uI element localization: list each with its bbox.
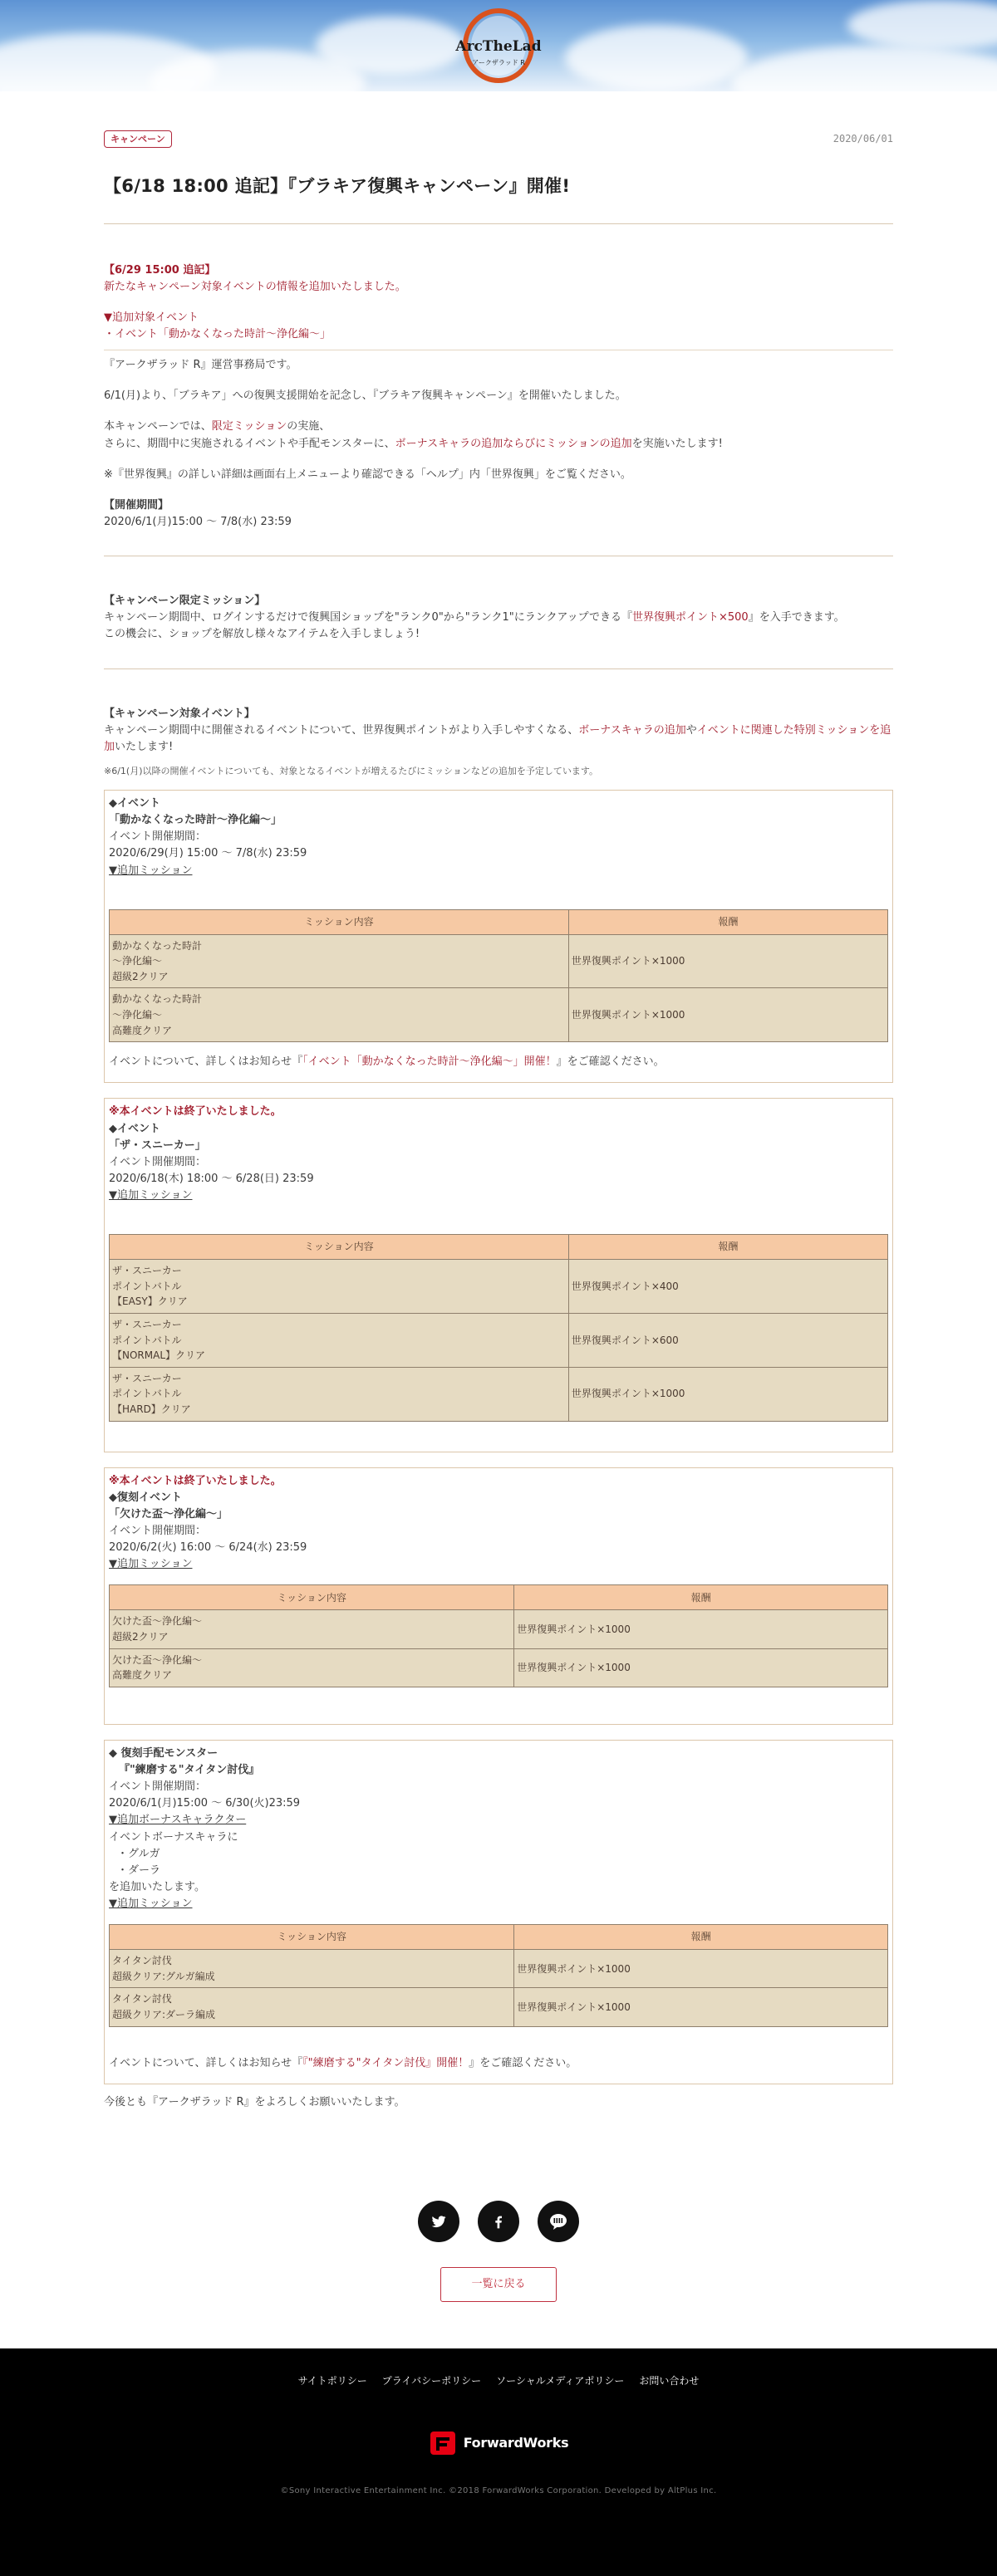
event-box-sneaker: [104, 1098, 893, 1452]
table-row: [110, 1950, 888, 1988]
ended-notice: ※本イベントは終了いたしました。: [109, 1105, 282, 1119]
logo-subtext: アークザラッド R: [472, 59, 525, 66]
target-heading: 【キャンペーン対象イベント】: [104, 707, 255, 720]
table-header-mission: ミッション内容: [110, 1925, 514, 1950]
added-event-heading: ▼追加対象イベント: [104, 311, 199, 324]
table-row: [110, 1367, 888, 1421]
article: [104, 91, 893, 2302]
event-box-cup: [104, 1467, 893, 1725]
event-info-link[interactable]: 『"練磨する"タイタン討伐』開催！: [302, 2056, 469, 2069]
limited-text-2: この機会に、ショップを解放し様々なアイテムを入手しましょう!: [104, 628, 420, 641]
period-text: 2020/6/1(月)15:00 〜 7/8(水) 23:59: [104, 515, 292, 528]
table-header-mission: ミッション内容: [110, 1235, 569, 1260]
footer-link-contact[interactable]: お問い合わせ: [639, 2374, 700, 2387]
back-to-list-button[interactable]: 一覧に戻る: [440, 2267, 557, 2302]
limited-text: キャンペーン期間中、ログインするだけで復興国ショップを"ランク0"から"ランク1"にランクアップできる『世界復興ポイント×500』を入手できます。: [104, 611, 845, 624]
forwardworks-name: ForwardWorks: [463, 2435, 569, 2451]
event-type: ◆復刻イベント: [109, 1491, 182, 1504]
announce-text: 6/1(月)より、「ブラキア」への復興支援開始を記念し、『ブラキア復興キャンペーン』を開催いたしました。: [104, 389, 626, 403]
event-name: 「欠けた盃〜浄化編〜」: [109, 1507, 228, 1521]
desc-line-1: 本キャンペーンでは、限定ミッションの実施、: [104, 420, 331, 433]
event-period: 2020/6/1(月)15:00 〜 6/30(火)23:59: [109, 1797, 301, 1810]
header-banner: [0, 0, 997, 91]
event-footer: イベントについて、詳しくはお知らせ『「イベント「動かなくなった時計〜浄化編〜」開催！』をご確認ください。: [109, 1055, 665, 1069]
event-info-link[interactable]: 「イベント「動かなくなった時計〜浄化編〜」開催！: [302, 1055, 557, 1069]
reward-cell: 世界復興ポイント×1000: [514, 1950, 888, 1988]
bonus-char: ・グルガ: [117, 1847, 160, 1860]
event-period: 2020/6/29(月) 15:00 〜 7/8(水) 23:59: [109, 847, 307, 860]
event-period-label: イベント開催期間：: [109, 1155, 207, 1168]
intro-text: 『アークザラッド R』運営事務局です。: [104, 359, 297, 372]
reward-cell: 世界復興ポイント×1000: [568, 1367, 887, 1421]
event-period: 2020/6/18(木) 18:00 〜 6/28(日) 23:59: [109, 1172, 314, 1185]
table-row: [110, 1260, 888, 1314]
mission-label: ▼追加ミッション: [109, 1558, 193, 1571]
table-row: [110, 1610, 888, 1648]
update-heading: 【6/29 15:00 追記】: [104, 263, 216, 277]
table-header-mission: ミッション内容: [110, 909, 569, 934]
mission-cell: 欠けた盃〜浄化編〜 高難度クリア: [110, 1648, 514, 1687]
share-buttons: [104, 2201, 893, 2242]
desc-line-2: さらに、期間中に実施されるイベントや手配モンスターに、ボーナスキャラの追加ならびにミッションの追加を実施いたします!: [104, 437, 723, 450]
table-header-mission: ミッション内容: [110, 1585, 514, 1610]
table-header-reward: 報酬: [568, 909, 887, 934]
update-text: 新たなキャンペーン対象イベントの情報を追加いたしました。: [104, 280, 406, 293]
event-footer: イベントについて、詳しくはお知らせ『『"練磨する"タイタン討伐』開催！』をご確認ください。: [109, 2056, 577, 2069]
post-date: 2020/06/01: [832, 132, 893, 144]
table-row: [110, 988, 888, 1042]
line-share-button[interactable]: [538, 2201, 579, 2242]
mission-table: [109, 1234, 888, 1421]
reward-cell: 世界復興ポイント×1000: [568, 988, 887, 1042]
facebook-icon: [490, 2213, 507, 2230]
event-name: 『"練磨する"タイタン討伐』: [119, 1763, 260, 1776]
event-period-label: イベント開催期間：: [109, 830, 207, 844]
mission-label: ▼追加ミッション: [109, 1898, 193, 1911]
event-type: ◆イベント: [109, 1122, 160, 1135]
table-header-reward: 報酬: [514, 1925, 888, 1950]
table-row: [110, 1648, 888, 1687]
table-row: [110, 1988, 888, 2026]
mission-table: [109, 1584, 888, 1687]
reward-cell: 世界復興ポイント×1000: [568, 934, 887, 988]
mission-cell: タイタン討伐 超級クリア:グルガ編成: [110, 1950, 514, 1988]
event-box-clock: [104, 790, 893, 1083]
bonus-char: ・ダーラ: [117, 1863, 161, 1877]
table-row: [110, 1314, 888, 1368]
footer-link-social[interactable]: ソーシャルメディアポリシー: [496, 2374, 625, 2387]
event-name: 「動かなくなった時計〜浄化編〜」: [109, 814, 282, 827]
event-name: 「ザ・スニーカー」: [109, 1139, 206, 1152]
table-header-reward: 報酬: [568, 1235, 887, 1260]
table-header-reward: 報酬: [514, 1585, 888, 1610]
bonus-outro: を追加いたします。: [109, 1880, 205, 1893]
page-title: 【6/18 18:00 追記】『ブラキア復興キャンペーン』開催!: [104, 173, 893, 224]
footer-link-site-policy[interactable]: サイトポリシー: [297, 2374, 367, 2387]
footer-link-privacy[interactable]: プライバシーポリシー: [381, 2374, 482, 2387]
target-note: ※6/1(月)以降の開催イベントについても、対象となるイベントが増えるたびにミッションなどの追加を予定しています。: [104, 765, 598, 776]
mission-cell: 動かなくなった時計 〜浄化編〜 高難度クリア: [110, 988, 569, 1042]
mission-cell: タイタン討伐 超級クリア:ダーラ編成: [110, 1988, 514, 2026]
reward-cell: 世界復興ポイント×400: [568, 1260, 887, 1314]
reward-cell: 世界復興ポイント×1000: [514, 1610, 888, 1648]
target-text: キャンペーン期間中に開催されるイベントについて、世界復興ポイントがより入手しやすくなる、ボーナスキャラの追加やイベントに関連した特別ミッションを追加いたします!: [104, 723, 891, 753]
mission-table: [109, 909, 888, 1043]
twitter-share-button[interactable]: [418, 2201, 459, 2242]
line-icon: [548, 2212, 568, 2231]
facebook-share-button[interactable]: [478, 2201, 519, 2242]
event-type: ◆ 復刻手配モンスター: [109, 1746, 219, 1760]
reward-cell: 世界復興ポイント×1000: [514, 1988, 888, 2026]
mission-cell: 欠けた盃〜浄化編〜 超級2クリア: [110, 1610, 514, 1648]
site-footer: [0, 2348, 997, 2576]
bonus-label: ▼追加ボーナスキャラクター: [109, 1814, 247, 1827]
bonus-intro: イベントボーナスキャラに: [109, 1830, 238, 1844]
mission-cell: 動かなくなった時計 〜浄化編〜 超級2クリア: [110, 934, 569, 988]
event-period-label: イベント開催期間：: [109, 1525, 207, 1537]
event-type: ◆イベント: [109, 796, 160, 810]
event-box-titan: [104, 1740, 893, 2084]
ended-notice: ※本イベントは終了いたしました。: [109, 1474, 282, 1487]
event-period: 2020/6/2(火) 16:00 〜 6/24(水) 23:59: [109, 1541, 307, 1555]
forwardworks-mark-icon: [429, 2430, 457, 2456]
category-badge[interactable]: キャンペーン: [104, 130, 172, 148]
period-heading: 【開催期間】: [104, 498, 169, 512]
mission-label: ▼追加ミッション: [109, 1189, 193, 1202]
copyright-text: ©Sony Interactive Entertainment Inc. ©2018 ForwardWorks Corporation. Developed by AltPlus Inc.: [280, 2486, 717, 2496]
target-event-section: [104, 669, 893, 2136]
event-period-label: イベント開催期間：: [109, 1780, 207, 1794]
mission-cell: ザ・スニーカー ポイントバトル 【EASY】クリア: [110, 1260, 569, 1314]
mission-cell: ザ・スニーカー ポイントバトル 【HARD】クリア: [110, 1367, 569, 1421]
mission-label: ▼追加ミッション: [109, 864, 193, 877]
twitter-icon: [430, 2213, 447, 2230]
added-event-item: ・イベント「動かなくなった時計〜浄化編〜」: [104, 327, 332, 340]
intro-section: [104, 224, 893, 557]
reward-cell: 世界復興ポイント×600: [568, 1314, 887, 1368]
forwardworks-logo[interactable]: [0, 2430, 997, 2456]
table-row: [110, 934, 888, 988]
logo-text: ArcTheLad: [455, 38, 542, 55]
mission-table: [109, 1924, 888, 2026]
limited-heading: 【キャンペーン限定ミッション】: [104, 595, 266, 608]
mission-cell: ザ・スニーカー ポイントバトル 【NORMAL】クリア: [110, 1314, 569, 1368]
reward-cell: 世界復興ポイント×1000: [514, 1648, 888, 1687]
closing-text: 今後とも『アークザラッド R』をよろしくお願いいたします。: [104, 2095, 405, 2108]
footer-links: [0, 2348, 997, 2389]
site-logo[interactable]: [455, 5, 542, 86]
limited-mission-section: [104, 556, 893, 668]
help-note: ※『世界復興』の詳しい詳細は画面右上メニューより確認できる「ヘルプ」内「世界復興」をご覧ください。: [104, 468, 631, 481]
